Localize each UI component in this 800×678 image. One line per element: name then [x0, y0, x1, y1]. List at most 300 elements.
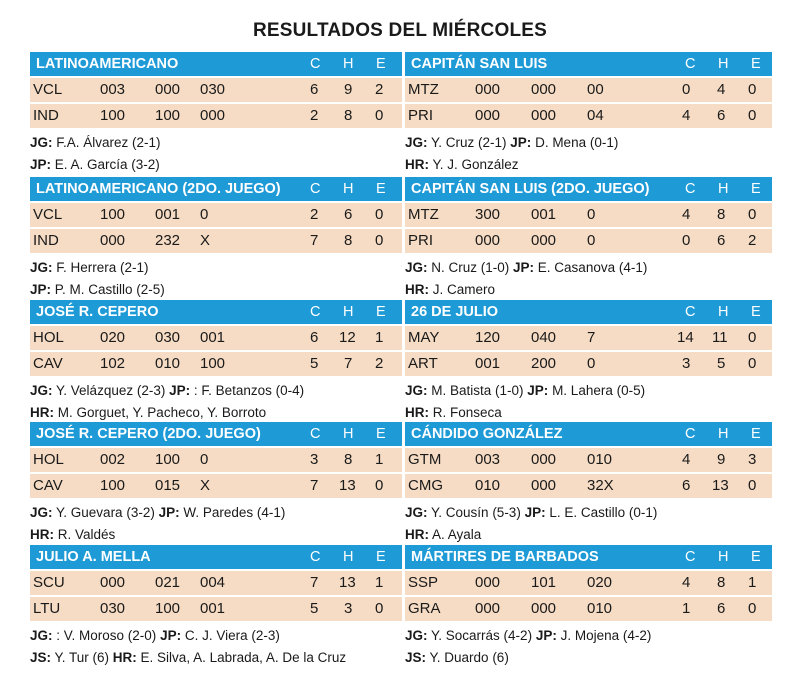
inning-group: 002 [100, 451, 126, 468]
inning-group: 001 [475, 355, 501, 372]
note-label: JG: [405, 628, 428, 643]
inning-group: 001 [155, 206, 181, 223]
game-header [405, 52, 772, 76]
note-text: Y. Tur (6) [51, 650, 110, 665]
game-header [405, 300, 772, 324]
column-label-h: H [718, 181, 729, 197]
score-row [30, 326, 402, 350]
inning-group: 010 [475, 477, 501, 494]
note-label: JP: [532, 628, 557, 643]
hits: 5 [717, 355, 726, 372]
note-label: JP: [154, 505, 180, 520]
runs: 7 [310, 232, 319, 249]
pitcher-notes [30, 132, 161, 176]
hits: 8 [344, 107, 353, 124]
runs: 5 [310, 600, 319, 617]
note-line [405, 279, 647, 301]
score-row [30, 474, 402, 498]
note-label: JG: [30, 383, 53, 398]
note-text: : F. Betanzos (0-4) [190, 383, 305, 398]
errors: 2 [748, 232, 757, 249]
inning-group: 000 [531, 451, 557, 468]
column-label-e: E [751, 56, 761, 72]
note-label: JG: [30, 628, 53, 643]
game-header [30, 545, 402, 569]
note-label: HR: [405, 405, 429, 420]
game-header [405, 177, 772, 201]
note-text: Y. Velázquez (2-3) [52, 383, 166, 398]
score-row [405, 571, 772, 595]
inning-group: 102 [100, 355, 126, 372]
column-label-h: H [718, 304, 729, 320]
team-code: GTM [408, 451, 442, 468]
note-text: W. Paredes (4-1) [179, 505, 286, 520]
score-row [30, 448, 402, 472]
inning-group: 020 [100, 329, 126, 346]
inning-group: 000 [531, 232, 557, 249]
inning-group: 000 [531, 81, 557, 98]
inning-group: 000 [155, 81, 181, 98]
runs: 5 [310, 355, 319, 372]
column-label-c: C [310, 56, 321, 72]
column-label-e: E [751, 181, 761, 197]
inning-group: 003 [100, 81, 126, 98]
note-text: Y. Socarrás (4-2) [427, 628, 533, 643]
game-block [405, 300, 772, 420]
score-row [30, 229, 402, 253]
inning-group: X [200, 232, 211, 249]
inning-group: 001 [531, 206, 557, 223]
inning-group: 000 [475, 232, 501, 249]
note-line [30, 380, 304, 402]
inning-group: 000 [200, 107, 226, 124]
inning-group: 100 [100, 477, 126, 494]
stadium-name: JOSÉ R. CEPERO [36, 304, 159, 320]
note-text: F.A. Álvarez (2-1) [52, 135, 161, 150]
team-code: PRI [408, 232, 434, 249]
pitcher-notes [30, 502, 285, 546]
inning-group: 000 [475, 81, 501, 98]
note-text: C. J. Viera (2-3) [181, 628, 280, 643]
inning-group: 0 [587, 355, 596, 372]
note-text: Y. Cousín (5-3) [427, 505, 521, 520]
column-label-c: C [310, 549, 321, 565]
runs: 14 [677, 329, 694, 346]
inning-group: 010 [587, 600, 613, 617]
team-code: HOL [33, 451, 64, 468]
column-label-c: C [685, 181, 696, 197]
team-code: SSP [408, 574, 439, 591]
inning-group: 020 [587, 574, 613, 591]
inning-group: 232 [155, 232, 181, 249]
inning-group: 030 [155, 329, 181, 346]
errors: 3 [748, 451, 757, 468]
inning-group: 010 [587, 451, 613, 468]
errors: 2 [375, 81, 384, 98]
column-label-c: C [310, 304, 321, 320]
score-row [405, 104, 772, 128]
note-label: JG: [405, 505, 428, 520]
errors: 1 [375, 329, 384, 346]
inning-group: 000 [531, 477, 557, 494]
note-label: HR: [30, 405, 54, 420]
team-code: SCU [33, 574, 65, 591]
team-code: GRA [408, 600, 441, 617]
pitcher-notes [30, 257, 165, 301]
errors: 0 [375, 232, 384, 249]
runs: 3 [682, 355, 691, 372]
note-label: HR: [405, 282, 429, 297]
inning-group: 0 [200, 451, 209, 468]
score-row [405, 78, 772, 102]
note-text: Y. Duardo (6) [426, 650, 509, 665]
errors: 1 [748, 574, 757, 591]
hits: 7 [344, 355, 353, 372]
inning-group: 015 [155, 477, 181, 494]
hits: 4 [717, 81, 726, 98]
column-label-h: H [343, 56, 354, 72]
team-code: CAV [33, 355, 63, 372]
stadium-name: LATINOAMERICANO (2DO. JUEGO) [36, 181, 281, 197]
note-label: JG: [405, 260, 428, 275]
pitcher-notes [405, 380, 645, 424]
inning-group: 030 [100, 600, 126, 617]
inning-group: 0 [587, 232, 596, 249]
score-row [405, 448, 772, 472]
inning-group: 100 [100, 206, 126, 223]
note-line [405, 257, 647, 279]
team-code: PRI [408, 107, 434, 124]
note-text: N. Cruz (1-0) [427, 260, 510, 275]
note-text: M. Batista (1-0) [427, 383, 524, 398]
column-label-c: C [685, 549, 696, 565]
column-label-c: C [685, 426, 696, 442]
note-line [30, 154, 161, 176]
inning-group: 00 [587, 81, 604, 98]
note-text: Y. J. González [429, 157, 519, 172]
game-block [30, 52, 402, 172]
column-label-c: C [310, 181, 321, 197]
note-label: HR: [405, 527, 429, 542]
errors: 0 [748, 107, 757, 124]
inning-group: 7 [587, 329, 596, 346]
inning-group: 000 [531, 107, 557, 124]
runs: 6 [682, 477, 691, 494]
note-line [30, 257, 165, 279]
hits: 12 [339, 329, 356, 346]
note-text: F. Herrera (2-1) [52, 260, 149, 275]
inning-group: 001 [200, 329, 226, 346]
hits: 13 [339, 574, 356, 591]
inning-group: 100 [155, 107, 181, 124]
team-code: VCL [33, 206, 63, 223]
team-code: MTZ [408, 206, 439, 223]
note-label: HR: [30, 527, 54, 542]
errors: 0 [748, 329, 757, 346]
errors: 2 [375, 355, 384, 372]
inning-group: X [200, 477, 211, 494]
team-code: CMG [408, 477, 443, 494]
note-label: JG: [30, 505, 53, 520]
runs: 6 [310, 329, 319, 346]
score-row [30, 78, 402, 102]
team-code: VCL [33, 81, 63, 98]
game-block [405, 177, 772, 297]
hits: 11 [712, 329, 728, 346]
note-line [30, 647, 346, 669]
inning-group: 100 [200, 355, 226, 372]
note-label: JP: [30, 282, 52, 297]
note-label: HR: [405, 157, 429, 172]
game-block [30, 300, 402, 420]
inning-group: 010 [155, 355, 181, 372]
note-text: J. Mojena (4-2) [556, 628, 652, 643]
game-header [405, 422, 772, 446]
column-label-h: H [718, 426, 729, 442]
runs: 0 [682, 232, 691, 249]
hits: 6 [717, 600, 726, 617]
hits: 6 [344, 206, 353, 223]
hits: 6 [717, 107, 726, 124]
stadium-name: JOSÉ R. CEPERO (2DO. JUEGO) [36, 426, 261, 442]
pitcher-notes [30, 380, 304, 424]
runs: 6 [310, 81, 319, 98]
hits: 8 [344, 232, 353, 249]
inning-group: 0 [200, 206, 209, 223]
note-label: HR: [109, 650, 137, 665]
game-header [30, 422, 402, 446]
inning-group: 100 [100, 107, 126, 124]
note-line [30, 132, 161, 154]
runs: 2 [310, 206, 319, 223]
score-row [405, 229, 772, 253]
note-text: M. Gorguet, Y. Pacheco, Y. Borroto [54, 405, 267, 420]
hits: 6 [717, 232, 726, 249]
game-block [30, 422, 402, 542]
stadium-name: 26 DE JULIO [411, 304, 499, 320]
note-label: JP: [523, 383, 549, 398]
hits: 9 [717, 451, 726, 468]
inning-group: 120 [475, 329, 501, 346]
team-code: IND [33, 232, 59, 249]
game-header [30, 300, 402, 324]
note-line [30, 402, 304, 424]
inning-group: 32X [587, 477, 614, 494]
note-text: E. A. García (3-2) [51, 157, 160, 172]
pitcher-notes [405, 257, 647, 301]
note-line [30, 502, 285, 524]
errors: 0 [375, 477, 384, 494]
note-text: E. Silva, A. Labrada, A. De la Cruz [136, 650, 347, 665]
stadium-name: MÁRTIRES DE BARBADOS [411, 549, 599, 565]
column-label-h: H [343, 426, 354, 442]
inning-group: 003 [475, 451, 501, 468]
note-text: R. Valdés [54, 527, 116, 542]
stadium-name: CÁNDIDO GONZÁLEZ [411, 426, 563, 442]
stadium-name: LATINOAMERICANO [36, 56, 179, 72]
errors: 0 [748, 81, 757, 98]
errors: 0 [375, 600, 384, 617]
note-text: P. M. Castillo (2-5) [51, 282, 165, 297]
runs: 4 [682, 107, 691, 124]
note-text: : V. Moroso (2-0) [52, 628, 157, 643]
score-row [30, 352, 402, 376]
note-label: JS: [405, 650, 427, 665]
column-label-c: C [685, 56, 696, 72]
inning-group: 100 [155, 451, 181, 468]
errors: 1 [375, 574, 384, 591]
column-label-e: E [376, 426, 386, 442]
score-row [405, 597, 772, 621]
runs: 3 [310, 451, 319, 468]
inning-group: 000 [475, 600, 501, 617]
inning-group: 001 [200, 600, 226, 617]
note-line [30, 625, 346, 647]
score-row [30, 104, 402, 128]
column-label-e: E [751, 304, 761, 320]
inning-group: 004 [200, 574, 226, 591]
runs: 2 [310, 107, 319, 124]
score-row [405, 326, 772, 350]
game-block [405, 422, 772, 542]
hits: 13 [339, 477, 356, 494]
column-label-c: C [685, 304, 696, 320]
note-label: JP: [156, 628, 182, 643]
inning-group: 0 [587, 206, 596, 223]
score-row [405, 203, 772, 227]
hits: 8 [717, 206, 726, 223]
column-label-e: E [376, 549, 386, 565]
stadium-name: JULIO A. MELLA [36, 549, 151, 565]
note-text: A. Ayala [429, 527, 482, 542]
team-code: MAY [408, 329, 440, 346]
note-text: L. E. Castillo (0-1) [545, 505, 658, 520]
inning-group: 000 [531, 600, 557, 617]
team-code: HOL [33, 329, 64, 346]
runs: 7 [310, 477, 319, 494]
column-label-h: H [343, 304, 354, 320]
score-row [30, 203, 402, 227]
note-text: M. Lahera (0-5) [548, 383, 646, 398]
team-code: IND [33, 107, 59, 124]
team-code: CAV [33, 477, 63, 494]
note-line [405, 402, 645, 424]
inning-group: 040 [531, 329, 557, 346]
errors: 0 [748, 355, 757, 372]
note-text: Y. Guevara (3-2) [52, 505, 155, 520]
team-code: ART [408, 355, 438, 372]
inning-group: 100 [155, 600, 181, 617]
note-text: J. Camero [429, 282, 496, 297]
score-row [30, 597, 402, 621]
column-label-e: E [376, 181, 386, 197]
note-line [405, 647, 651, 669]
errors: 1 [375, 451, 384, 468]
note-label: JG: [30, 135, 53, 150]
inning-group: 000 [100, 574, 126, 591]
note-line [405, 132, 618, 154]
pitcher-notes [405, 625, 651, 669]
column-label-h: H [343, 181, 354, 197]
game-block [405, 52, 772, 172]
game-block [30, 177, 402, 297]
runs: 4 [682, 451, 691, 468]
note-line [405, 502, 657, 524]
inning-group: 200 [531, 355, 557, 372]
note-label: JP: [509, 260, 535, 275]
note-line [30, 524, 285, 546]
hits: 8 [344, 451, 353, 468]
inning-group: 021 [155, 574, 181, 591]
game-header [30, 52, 402, 76]
page-title: RESULTADOS DEL MIÉRCOLES [252, 20, 548, 41]
errors: 0 [375, 206, 384, 223]
runs: 1 [682, 600, 691, 617]
note-line [405, 524, 657, 546]
inning-group: 000 [475, 574, 501, 591]
runs: 4 [682, 574, 691, 591]
column-label-e: E [751, 426, 761, 442]
note-text: D. Mena (0-1) [531, 135, 619, 150]
column-label-e: E [376, 304, 386, 320]
hits: 3 [344, 600, 353, 617]
note-label: JS: [30, 650, 52, 665]
hits: 9 [344, 81, 353, 98]
inning-group: 101 [531, 574, 557, 591]
hits: 13 [712, 477, 729, 494]
note-line [30, 279, 165, 301]
game-block [30, 545, 402, 665]
errors: 0 [748, 206, 757, 223]
column-label-h: H [718, 549, 729, 565]
column-label-c: C [310, 426, 321, 442]
inning-group: 300 [475, 206, 501, 223]
note-label: JP: [520, 505, 546, 520]
note-text: R. Fonseca [429, 405, 502, 420]
score-row [30, 571, 402, 595]
column-label-h: H [343, 549, 354, 565]
note-label: JG: [405, 383, 428, 398]
note-label: JP: [165, 383, 191, 398]
errors: 0 [748, 600, 757, 617]
inning-group: 000 [475, 107, 501, 124]
runs: 7 [310, 574, 319, 591]
score-row [405, 474, 772, 498]
stadium-name: CAPITÁN SAN LUIS (2DO. JUEGO) [411, 181, 650, 197]
note-line [405, 380, 645, 402]
runs: 4 [682, 206, 691, 223]
column-label-e: E [376, 56, 386, 72]
stadium-name: CAPITÁN SAN LUIS [411, 56, 548, 72]
inning-group: 000 [100, 232, 126, 249]
note-label: JG: [405, 135, 428, 150]
game-header [405, 545, 772, 569]
pitcher-notes [405, 132, 618, 176]
game-header [30, 177, 402, 201]
inning-group: 04 [587, 107, 604, 124]
game-block [405, 545, 772, 665]
note-text: Y. Cruz (2-1) [427, 135, 507, 150]
inning-group: 030 [200, 81, 226, 98]
pitcher-notes [405, 502, 657, 546]
note-label: JG: [30, 260, 53, 275]
errors: 0 [375, 107, 384, 124]
column-label-h: H [718, 56, 729, 72]
note-line [405, 154, 618, 176]
pitcher-notes [30, 625, 346, 669]
note-text: E. Casanova (4-1) [534, 260, 648, 275]
hits: 8 [717, 574, 726, 591]
